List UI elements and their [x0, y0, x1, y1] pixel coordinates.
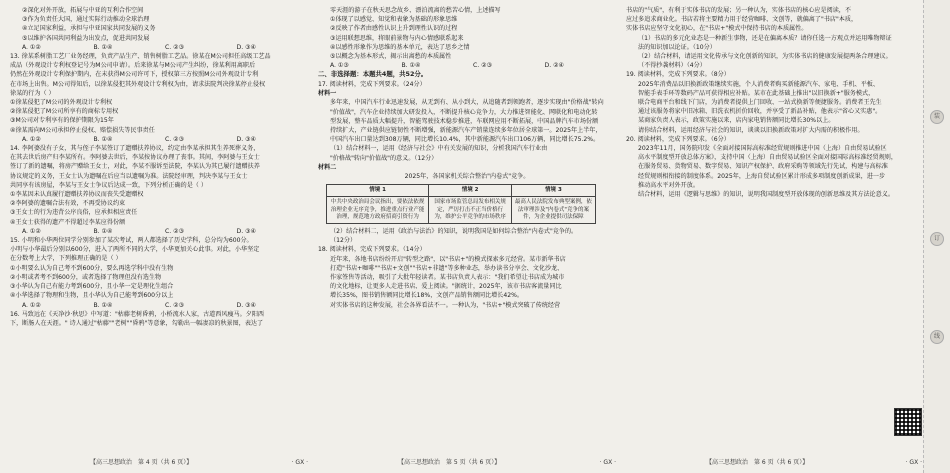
- text-line: 智能手表手环等数码产品可获得相应补贴。某市在此基础上推出"以旧换新+"服务模式，: [638, 89, 875, 97]
- text-line: ①体现了以感觉、知觉和表象为基础的形象思维: [330, 16, 458, 24]
- answer-options: [10, 43, 308, 52]
- text-line: ③作为负责任大国，通过实际行动推动全球治理: [22, 16, 150, 24]
- text-line: ③M公司对专利享有的保护期限为15年: [10, 117, 114, 125]
- text-line: ⑤以概念为基本形式，揭示出离愁的本质属性: [330, 53, 452, 61]
- text-line: 经贸规则相衔接的制度体系。2025年，上海自贸试验区累计形成多项制度创新成果，进一步: [638, 172, 886, 180]
- text-line: 15. 小明和小华两位同学分别参加了某次考试，两人都选择了历史学科，总分均为600分。: [10, 237, 253, 245]
- table-cell: 中共中央政治局会议指出，要依法依规治理企业无序竞争，推进重点行业产能治理，规范地方政府招商引资行为: [327, 197, 429, 224]
- text-line: 书店的"气质"，有利于实体书店的发展；另一种认为，实体书店的核心应是阅读，不: [626, 7, 851, 14]
- table-header-cell: 情境 1: [327, 185, 429, 197]
- text-line: ②李阿婆的遗嘱合法有效，不再受协议约束: [10, 200, 126, 208]
- text-line: 2023年11月，国务院印发《全面对接国际高标准经贸规则推进中国（上海）自由贸易试验区: [638, 145, 887, 153]
- text-line: ⑤以维护各国共同利益为出发点，促进共同发展: [22, 34, 150, 42]
- text-line: 协议规定的义务，王女士认为遗嘱在后应当以遗嘱为准。法院经审理，判决李某与王女士: [10, 172, 248, 180]
- text-line: （1）书店的多元化业态是一种新生事物，还是在偏离本质？请你任选一方观点并运用唯物辩证: [638, 34, 892, 42]
- text-line: ④立足国家利益，承担与中亚国家共同发展的义务: [22, 25, 156, 33]
- text-line: 材料二: [318, 163, 337, 171]
- table-cell: 最高人民法院发布典型案例，依法审理涉及"内卷式"竞争的案件，为企业提供司法保障: [511, 197, 595, 224]
- text-line: 型发展，整车品质大幅提升，智能驾驶技术稳步推进，车联网应用不断拓展，中国品牌汽车市场份额: [330, 117, 599, 125]
- answer-option[interactable]: A. ①②: [22, 135, 41, 143]
- text-line: 近年来，各地书店纷纷开启"转型之路"，以"书店+"的模式探索多元经营。某市新华书店: [330, 255, 566, 263]
- answer-option[interactable]: B. ①④: [93, 135, 113, 143]
- answer-option[interactable]: D. ②④: [544, 62, 564, 70]
- page-6-body: [626, 6, 922, 199]
- binding-hole: 装: [930, 110, 944, 124]
- table-header-cell: 情境 2: [429, 185, 512, 197]
- text-line: 仍然在外观设计专利保护期内，在未获得M公司许可下，授权第三方按照M公司外观设计专利: [10, 71, 259, 79]
- answer-option[interactable]: A. ①②: [22, 43, 41, 51]
- text-line: ①李某因未认真履行遗赠扶养协议而丧失受遗赠权: [10, 191, 144, 199]
- answer-option[interactable]: B. ①④: [93, 227, 113, 235]
- text-line: ②反映了作者由感性认识上升到理性认识的过程: [330, 25, 458, 33]
- text-line: 实体书店应坚守文化初心，在"书店+"模式中保持书店的本质属性。: [626, 25, 808, 33]
- text-line: ②小明或者考不到600分，或者选择了物理但没有选生物: [10, 273, 162, 281]
- binding-hole: 线: [930, 330, 944, 344]
- text-line: 请你结合材料，运用经济与社会的知识，谈谈以旧换新政策对扩大内需的积极作用。: [638, 126, 864, 134]
- text-line: ④小华选择了物理和生物，且小华认为自己能考到600分以上: [10, 292, 174, 300]
- page-4-footer-label: 【高三思想政治 第 4 页（共 6 页）】: [90, 459, 193, 466]
- text-line: 联合电商平台和线下门店，为消费者提供上门回收、一站式换新等便捷服务。消费者王先生: [638, 99, 882, 107]
- text-line: "价格战"转向"价值战"的意义。（12分）: [330, 154, 438, 162]
- text-line: 成品（外观设计专利权登记号为M公司申请）。后来徐某与M公司产生纠纷，徐某利用离职后: [10, 62, 256, 70]
- answer-options: [10, 301, 308, 310]
- table-cell: 国家市场监管总局发布相关规定，严厉打击不正当价格行为，维护公平竞争的市场秩序: [429, 197, 512, 224]
- answer-option[interactable]: A. ①②: [22, 227, 41, 235]
- text-line: 推动高水平对外开放。: [638, 181, 699, 189]
- text-line: 多年来，中国汽车行业迅速发展，从无到有、从小到大，从追随者到领跑者，逐步实现由"价格战"转向: [330, 99, 604, 107]
- text-line: 14. 李阿婆没有子女，其与侄子李某签订了遗赠扶养协议，约定由李某承担其生养死葬义务，: [10, 145, 260, 153]
- page-6-footer-code: · GX ·: [905, 459, 922, 466]
- text-line: 18. 阅读材料，完成下列要求。（14分）: [318, 246, 426, 254]
- text-line: 2025年消费品以旧换新政策继续实施，个人消费者购买新能源汽车、家电、手机、平板、: [638, 80, 879, 88]
- answer-option[interactable]: D. ③④: [236, 135, 256, 143]
- text-line: 13. 徐某系树脂工艺厂业务经理，负责产品生产、销售树脂工艺品。徐某在M公司担任高级工艺品: [10, 53, 271, 61]
- text-line: 在服务贸易、货物贸易、数字贸易、知识产权保护、政府采购等领域先行先试，构建与高标准: [638, 163, 888, 171]
- text-line: 打造"书店+咖啡""书店+文创""书店+非遗"等多种业态，举办读书分享会、文化沙龙、: [330, 264, 564, 272]
- text-line: 小明与小华最后分别以600分，进入了两所不同的大学，小华更加关心此事。对此，小华坚定: [10, 246, 260, 254]
- answer-option[interactable]: C. ②③: [165, 43, 185, 51]
- table-caption: 2025年，各国家机关综合整治"内卷式"竞争。: [404, 173, 530, 181]
- answer-options: [318, 61, 616, 70]
- answer-options: [10, 135, 308, 144]
- page-5: [318, 6, 616, 467]
- text-line: （2）结合材料二，运用《政治与法治》的知识，说明我国是如何综合整治"内卷式"竞争的。: [330, 228, 578, 236]
- text-line: 持续扩大，产业链供应链韧性不断增强，新能源汽车产销量连续多年位居全球第一。2025年上半年，: [330, 127, 602, 135]
- answer-option[interactable]: D. ③④: [236, 227, 256, 235]
- page-5-footer: [318, 458, 616, 467]
- text-line: ④以感性形象作为思维的基本单元，表达了思乡之情: [330, 43, 470, 51]
- binding-margin: [923, 0, 950, 473]
- text-line: 16. 马致远在《天净沙·秋思》中写道："枯藤老树昏鸦，小桥流水人家，古道西风瘦马。夕阳西: [10, 310, 265, 318]
- answer-option[interactable]: A. ①③: [330, 62, 349, 70]
- text-line: 结合材料，运用《逻辑与思维》的知识，说明我国制度型开放体现的创新思维及其方法论意义。: [638, 191, 894, 199]
- text-line: 高水平制度型开放总体方案》，支持中国（上海）自由贸易试验区全面对接国际高标准经贸规则，: [638, 154, 897, 162]
- text-line: 的文化地标，让更多人走进书店、爱上阅读。"据统计，2025年，该市书店客流量同比: [330, 283, 562, 291]
- text-line: （12分）: [330, 237, 357, 245]
- answer-option[interactable]: C. ②③: [165, 227, 185, 235]
- text-line: ②深化对外开放，拓展与中亚的互利合作空间: [22, 7, 144, 14]
- page-6-footer: [626, 458, 922, 467]
- text-line: ②徐某侵犯了M公司所享有的商标专用权: [10, 108, 119, 116]
- text-line: ③小华认为自己有能力考到600分，且小华一定是理化生组合: [10, 283, 174, 291]
- text-line: 共同享有该房屋，李某与王女士争议后达成一致，下列分析正确的是（ ）: [10, 181, 207, 189]
- answer-option[interactable]: B. ①④: [93, 43, 113, 51]
- answer-options: [10, 227, 308, 236]
- text-line: （2）结合材料，请运用文化传承与文化创新的知识，为实体书店的健康发展提两条合理建议。: [638, 53, 892, 61]
- answer-option[interactable]: B. ①④: [401, 62, 421, 70]
- page-6-footer-label: 【高三思想政治 第 6 页（共 6 页）】: [706, 459, 809, 466]
- text-line: 徐某的行为（ ）: [10, 89, 55, 97]
- page-4-footer-code: · GX ·: [291, 459, 308, 466]
- text-line: 通过该服务将家中旧冰箱、旧洗衣机折价回收，并享受了新品补贴，他表示"省心又实惠"。: [638, 108, 882, 116]
- text-line: 作家签售等活动，吸引了大批年轻读者。某书店负责人表示："我们希望让书店成为城市: [330, 274, 565, 282]
- text-line: ①徐某侵犯了M公司的外观设计专利权: [10, 99, 113, 107]
- answer-option[interactable]: C. ②③: [473, 62, 493, 70]
- text-line: 在市场上出售。M公司得知后，以徐某侵犯其外观设计专利权为由，请求法院判决徐某停止侵权: [10, 80, 266, 88]
- text-line: 零天涯的游子在秋天思念故乡、漂泊流离的愁苦心情，上述描写: [330, 7, 501, 14]
- answer-option[interactable]: D. ③④: [236, 43, 256, 51]
- text-line: ①小明要么认为自己考不到600分，要么再选学科中没有生物: [10, 264, 174, 272]
- binding-hole: 订: [930, 232, 944, 246]
- page-5-footer-code: · GX ·: [599, 459, 616, 466]
- text-line: 二、非选择题：本题共4题，共52分。: [318, 70, 428, 79]
- text-line: ④徐某需向M公司承担停止侵权、赔偿损失等民事责任: [10, 126, 155, 134]
- text-line: 某商家负责人表示，政策实施以来，店内家电销售额同比增长30%以上。: [638, 117, 835, 125]
- text-line: 20. 阅读材料，完成下列要求。（6分）: [626, 135, 730, 143]
- answer-option[interactable]: D. ③④: [236, 301, 256, 309]
- page-5-body: [318, 6, 616, 310]
- page-4: [10, 6, 308, 467]
- page-4-footer: [10, 458, 308, 467]
- text-line: （1）结合材料一，运用《经济与社会》中有关发展的知识，分析我国汽车行业由: [330, 145, 548, 153]
- text-line: 下，断肠人在天涯。" 诗人通过"枯藤""老树""昏鸦"等意象，勾勒出一幅凄凉的秋景图，表达了: [10, 319, 264, 327]
- text-line: （不得抄袭材料）（4分）: [638, 62, 706, 70]
- text-line: 19. 阅读材料，完成下列要求。（8分）: [626, 71, 730, 79]
- text-line: ④王女士获得的遗产不得超过李某应得份额: [10, 218, 126, 226]
- text-line: 中国汽车出口量达到308万辆，同比增长10.4%，其中新能源汽车出口106万辆，同比增长75.2%。: [330, 136, 600, 144]
- text-line: 在其去世后房产归李某所有。李阿婆去世后，李某按协议办理了丧事。其间，李阿婆与王女士: [10, 154, 260, 162]
- text-line: "价值战"，汽车企业持续加大研发投入，不断提升核心竞争力，大力推进智能化、网联化和电动化转: [330, 108, 598, 116]
- text-line: 对实体书店的这种发展，社会各界看法不一。一种认为，"书店+"模式突破了传统经营: [330, 301, 561, 309]
- table-header-cell: 情境 3: [511, 185, 595, 197]
- page-5-footer-label: 【高三思想政治 第 5 页（共 6 页）】: [398, 459, 501, 466]
- text-line: 17. 阅读材料，完成下列要求。（24分）: [318, 81, 426, 89]
- text-line: 材料一: [318, 90, 337, 98]
- text-line: ③运用联想思维，将眼前景物与内心情感联系起来: [330, 34, 464, 42]
- text-line: ③王女士的行为违背公序良俗，应承担相应责任: [10, 209, 138, 217]
- answer-option[interactable]: C. ②③: [165, 301, 185, 309]
- page-6: [626, 6, 922, 467]
- text-line: 增长35%，图书销售额同比增长18%，文创产品销售额同比增长42%。: [330, 292, 523, 300]
- qr-code: [894, 408, 922, 436]
- text-line: 在分数考上大学，下列推理正确的是（ ）: [10, 255, 122, 263]
- answer-option[interactable]: B. ①④: [93, 301, 113, 309]
- situation-table: [326, 184, 596, 224]
- page-4-body: [10, 6, 308, 328]
- answer-option[interactable]: A. ①②: [22, 301, 41, 309]
- text-line: 签订了新的遗嘱，将房产赠给王女士，对此，李某不服诉至法院，李某认为其已履行遗赠扶养: [10, 163, 260, 171]
- answer-option[interactable]: C. ②③: [165, 135, 185, 143]
- text-line: 法的知识加以论证。（10分）: [638, 43, 716, 51]
- text-line: 应过多追求商业化。书店若将主要精力用于经营咖啡、文创等，就偏离了"书店"本质，: [626, 16, 858, 24]
